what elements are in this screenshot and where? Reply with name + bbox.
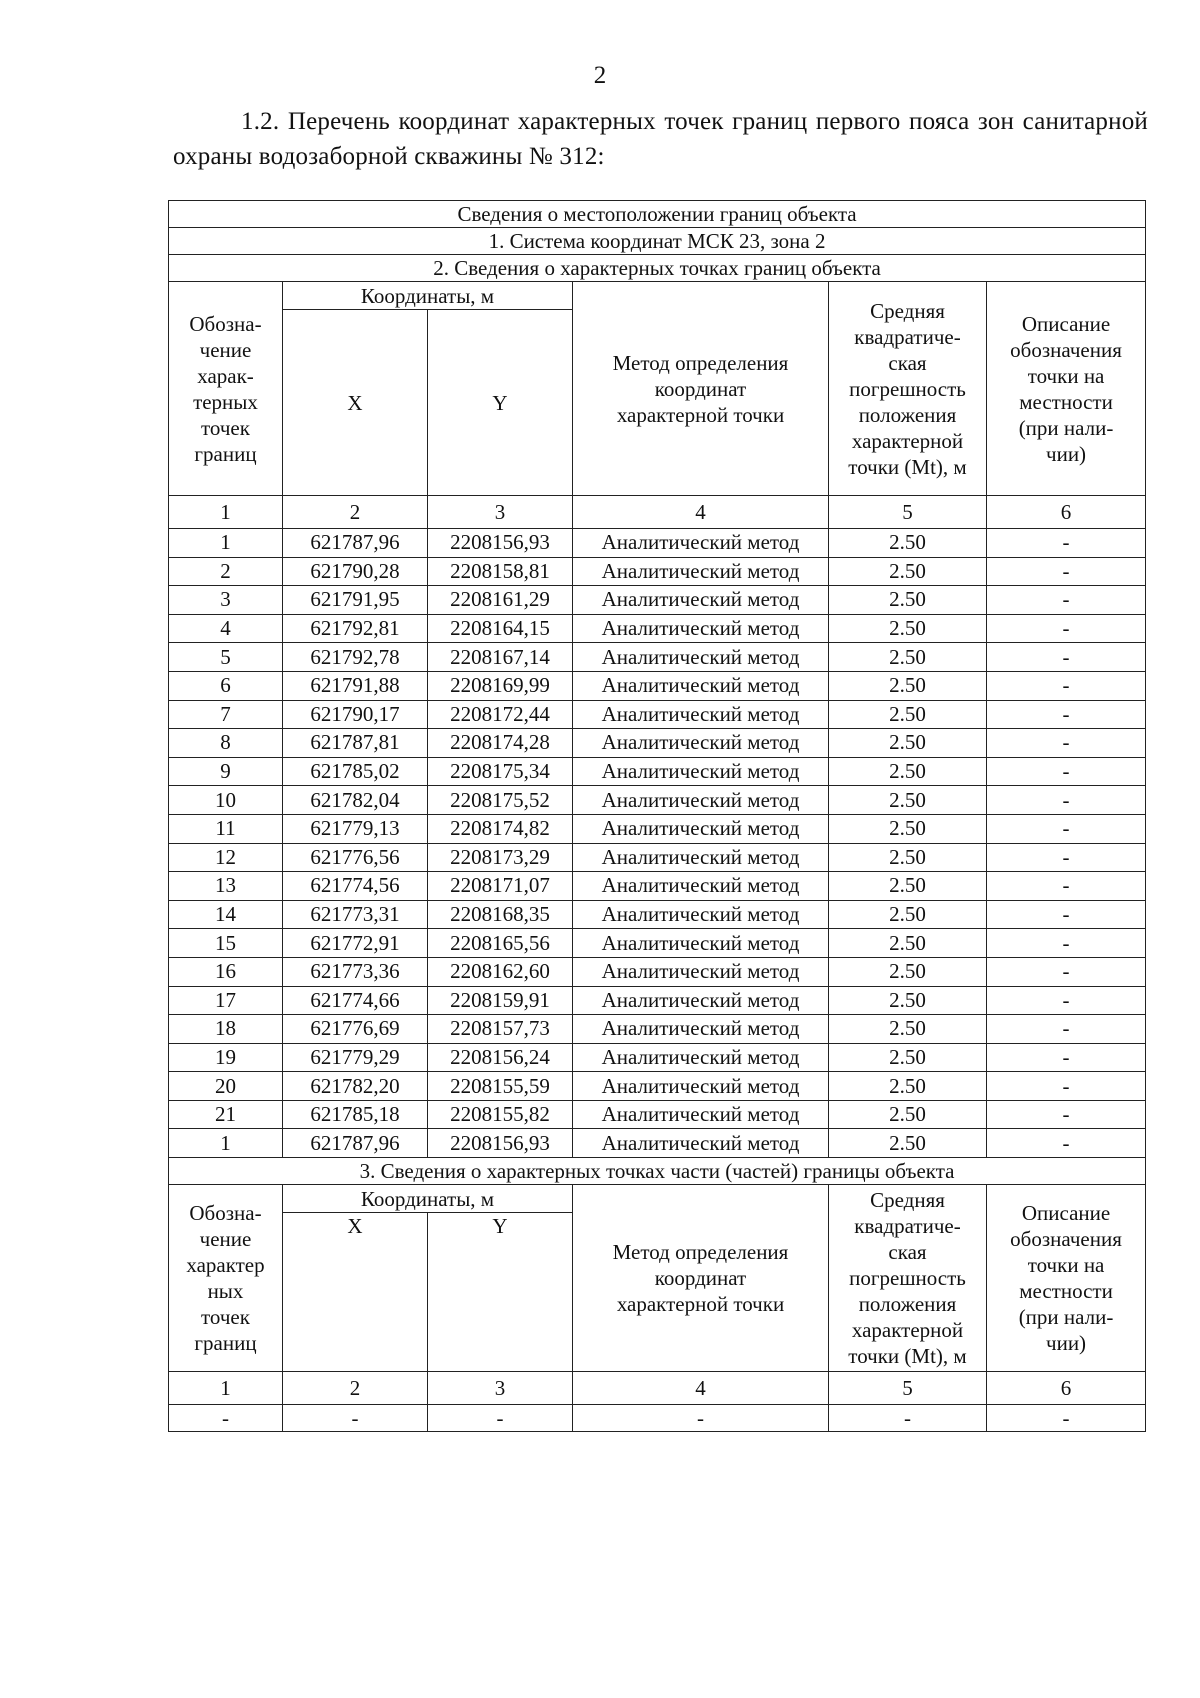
cell-method: - xyxy=(573,1404,829,1431)
table-row xyxy=(169,1404,1146,1431)
cell-y: 2208175,52 xyxy=(428,786,573,815)
cell-point: 12 xyxy=(169,843,283,872)
table-row xyxy=(169,671,1146,700)
cell-error: 2.50 xyxy=(829,557,987,586)
table-row xyxy=(169,529,1146,558)
cell-y: 2208161,29 xyxy=(428,586,573,615)
header2-coordinates: Координаты, м xyxy=(283,1185,573,1213)
section-boundary-points: 2. Сведения о характерных точках границ объекта xyxy=(169,255,1146,282)
cell-method: Аналитический метод xyxy=(573,757,829,786)
cell-y: 2208156,93 xyxy=(428,1129,573,1158)
cell-y: 2208165,56 xyxy=(428,929,573,958)
cell-description: - xyxy=(987,557,1146,586)
table-row xyxy=(169,814,1146,843)
cell-point: 20 xyxy=(169,1072,283,1101)
cell-description: - xyxy=(987,1015,1146,1044)
header2-mean-error: Средняя квадратиче- ская погрешность положения характерной точки (Mt), м xyxy=(829,1185,987,1372)
cell-y: 2208174,82 xyxy=(428,814,573,843)
column-number: 4 xyxy=(573,496,829,529)
document-heading: 1.2. Перечень координат характерных точек границ первого пояса зон санитарной охраны водозаборной скважины № 312: xyxy=(173,108,1148,170)
cell-x: 621791,95 xyxy=(283,586,428,615)
cell-y: 2208172,44 xyxy=(428,700,573,729)
cell-method: Аналитический метод xyxy=(573,1072,829,1101)
column-number: 1 xyxy=(169,1371,283,1404)
table-row xyxy=(169,986,1146,1015)
column-number: 6 xyxy=(987,1371,1146,1404)
cell-point: 16 xyxy=(169,957,283,986)
cell-error: 2.50 xyxy=(829,872,987,901)
table-row xyxy=(169,957,1146,986)
cell-point: 10 xyxy=(169,786,283,815)
column-number: 2 xyxy=(283,496,428,529)
cell-x: 621787,81 xyxy=(283,729,428,758)
cell-error: 2.50 xyxy=(829,757,987,786)
header-y: Y xyxy=(428,310,573,496)
cell-y: 2208171,07 xyxy=(428,872,573,901)
column-number: 6 xyxy=(987,496,1146,529)
cell-description: - xyxy=(987,900,1146,929)
cell-point: 14 xyxy=(169,900,283,929)
cell-method: Аналитический метод xyxy=(573,700,829,729)
cell-point: - xyxy=(169,1404,283,1431)
cell-description: - xyxy=(987,786,1146,815)
cell-x: 621774,56 xyxy=(283,872,428,901)
cell-point: 2 xyxy=(169,557,283,586)
cell-y: 2208156,93 xyxy=(428,529,573,558)
cell-x: 621790,28 xyxy=(283,557,428,586)
cell-error: 2.50 xyxy=(829,957,987,986)
cell-error: - xyxy=(829,1404,987,1431)
cell-description: - xyxy=(987,1072,1146,1101)
cell-y: 2208167,14 xyxy=(428,643,573,672)
header2-y-space xyxy=(428,1239,573,1371)
header-x: X xyxy=(283,310,428,496)
cell-x: 621787,96 xyxy=(283,1129,428,1158)
header-coordinates: Координаты, м xyxy=(283,282,573,310)
cell-x: 621785,02 xyxy=(283,757,428,786)
cell-method: Аналитический метод xyxy=(573,529,829,558)
cell-y: 2208159,91 xyxy=(428,986,573,1015)
coordinates-table xyxy=(168,200,1146,1432)
cell-method: Аналитический метод xyxy=(573,557,829,586)
cell-error: 2.50 xyxy=(829,1015,987,1044)
cell-error: 2.50 xyxy=(829,843,987,872)
cell-description: - xyxy=(987,872,1146,901)
cell-error: 2.50 xyxy=(829,529,987,558)
table-row xyxy=(169,1129,1146,1158)
table-row xyxy=(169,643,1146,672)
cell-x: 621782,20 xyxy=(283,1072,428,1101)
cell-method: Аналитический метод xyxy=(573,614,829,643)
cell-method: Аналитический метод xyxy=(573,671,829,700)
column-number: 1 xyxy=(169,496,283,529)
cell-description: - xyxy=(987,729,1146,758)
column-number: 2 xyxy=(283,1371,428,1404)
cell-method: Аналитический метод xyxy=(573,1043,829,1072)
table-row xyxy=(169,900,1146,929)
cell-x: 621776,56 xyxy=(283,843,428,872)
cell-error: 2.50 xyxy=(829,643,987,672)
cell-description: - xyxy=(987,843,1146,872)
cell-description: - xyxy=(987,1100,1146,1129)
header2-point-designation: Обозна- чение характер ных точек границ xyxy=(169,1185,283,1372)
cell-method: Аналитический метод xyxy=(573,957,829,986)
cell-x: - xyxy=(283,1404,428,1431)
cell-description: - xyxy=(987,529,1146,558)
cell-x: 621785,18 xyxy=(283,1100,428,1129)
header-description: Описание обозначения точки на местности (при нали- чии) xyxy=(987,282,1146,496)
cell-point: 1 xyxy=(169,1129,283,1158)
header2-method: Метод определения координат характерной точки xyxy=(573,1185,829,1372)
cell-y: 2208169,99 xyxy=(428,671,573,700)
column-number: 4 xyxy=(573,1371,829,1404)
cell-y: 2208158,81 xyxy=(428,557,573,586)
cell-x: 621779,13 xyxy=(283,814,428,843)
cell-y: 2208173,29 xyxy=(428,843,573,872)
cell-error: 2.50 xyxy=(829,814,987,843)
cell-method: Аналитический метод xyxy=(573,729,829,758)
cell-error: 2.50 xyxy=(829,1129,987,1158)
header2-x-space xyxy=(283,1239,428,1371)
table-row xyxy=(169,872,1146,901)
cell-error: 2.50 xyxy=(829,786,987,815)
cell-x: 621792,81 xyxy=(283,614,428,643)
header2-x: X xyxy=(283,1213,428,1240)
cell-description: - xyxy=(987,700,1146,729)
cell-point: 11 xyxy=(169,814,283,843)
header2-description: Описание обозначения точки на местности (при нали- чии) xyxy=(987,1185,1146,1372)
cell-x: 621791,88 xyxy=(283,671,428,700)
cell-point: 6 xyxy=(169,671,283,700)
table-row xyxy=(169,1043,1146,1072)
cell-x: 621776,69 xyxy=(283,1015,428,1044)
cell-error: 2.50 xyxy=(829,614,987,643)
cell-method: Аналитический метод xyxy=(573,1015,829,1044)
cell-description: - xyxy=(987,1129,1146,1158)
column-number: 5 xyxy=(829,1371,987,1404)
cell-y: 2208155,82 xyxy=(428,1100,573,1129)
cell-method: Аналитический метод xyxy=(573,814,829,843)
section-boundary-part-points: 3. Сведения о характерных точках части (частей) границы объекта xyxy=(169,1158,1146,1185)
table-row xyxy=(169,557,1146,586)
header2-y: Y xyxy=(428,1213,573,1240)
column-numbers-row xyxy=(169,1371,1146,1404)
section-coordinate-system: 1. Система координат МСК 23, зона 2 xyxy=(169,228,1146,255)
cell-description: - xyxy=(987,586,1146,615)
cell-point: 3 xyxy=(169,586,283,615)
table-row xyxy=(169,1015,1146,1044)
cell-y: 2208157,73 xyxy=(428,1015,573,1044)
cell-x: 621782,04 xyxy=(283,786,428,815)
table-row xyxy=(169,614,1146,643)
column-number: 3 xyxy=(428,1371,573,1404)
cell-y: 2208174,28 xyxy=(428,729,573,758)
cell-description: - xyxy=(987,814,1146,843)
cell-method: Аналитический метод xyxy=(573,986,829,1015)
cell-method: Аналитический метод xyxy=(573,872,829,901)
cell-point: 15 xyxy=(169,929,283,958)
header-point-designation: Обозна- чение харак- терных точек границ xyxy=(169,282,283,496)
cell-description: - xyxy=(987,929,1146,958)
cell-point: 8 xyxy=(169,729,283,758)
header-mean-error: Средняя квадратиче- ская погрешность положения характерной точки (Mt), м xyxy=(829,282,987,496)
cell-method: Аналитический метод xyxy=(573,643,829,672)
table-title: Сведения о местоположении границ объекта xyxy=(169,201,1146,228)
cell-y: 2208175,34 xyxy=(428,757,573,786)
cell-error: 2.50 xyxy=(829,729,987,758)
cell-method: Аналитический метод xyxy=(573,900,829,929)
cell-method: Аналитический метод xyxy=(573,1100,829,1129)
cell-description: - xyxy=(987,986,1146,1015)
cell-y: - xyxy=(428,1404,573,1431)
cell-description: - xyxy=(987,957,1146,986)
cell-x: 621790,17 xyxy=(283,700,428,729)
cell-method: Аналитический метод xyxy=(573,586,829,615)
cell-error: 2.50 xyxy=(829,671,987,700)
cell-error: 2.50 xyxy=(829,1100,987,1129)
cell-description: - xyxy=(987,643,1146,672)
cell-description: - xyxy=(987,757,1146,786)
cell-error: 2.50 xyxy=(829,900,987,929)
cell-y: 2208155,59 xyxy=(428,1072,573,1101)
cell-y: 2208156,24 xyxy=(428,1043,573,1072)
cell-x: 621772,91 xyxy=(283,929,428,958)
cell-y: 2208168,35 xyxy=(428,900,573,929)
cell-x: 621773,31 xyxy=(283,900,428,929)
cell-description: - xyxy=(987,671,1146,700)
table-row xyxy=(169,929,1146,958)
table-row xyxy=(169,1100,1146,1129)
cell-description: - xyxy=(987,1043,1146,1072)
cell-error: 2.50 xyxy=(829,1043,987,1072)
cell-point: 19 xyxy=(169,1043,283,1072)
column-number: 5 xyxy=(829,496,987,529)
cell-y: 2208164,15 xyxy=(428,614,573,643)
column-number: 3 xyxy=(428,496,573,529)
cell-point: 7 xyxy=(169,700,283,729)
cell-method: Аналитический метод xyxy=(573,929,829,958)
cell-error: 2.50 xyxy=(829,1072,987,1101)
cell-point: 21 xyxy=(169,1100,283,1129)
cell-error: 2.50 xyxy=(829,700,987,729)
table-row xyxy=(169,843,1146,872)
cell-method: Аналитический метод xyxy=(573,786,829,815)
cell-method: Аналитический метод xyxy=(573,1129,829,1158)
table-row xyxy=(169,786,1146,815)
cell-error: 2.50 xyxy=(829,586,987,615)
table-row xyxy=(169,729,1146,758)
cell-error: 2.50 xyxy=(829,986,987,1015)
cell-x: 621787,96 xyxy=(283,529,428,558)
cell-y: 2208162,60 xyxy=(428,957,573,986)
cell-point: 9 xyxy=(169,757,283,786)
cell-method: Аналитический метод xyxy=(573,843,829,872)
cell-description: - xyxy=(987,614,1146,643)
cell-point: 4 xyxy=(169,614,283,643)
cell-description: - xyxy=(987,1404,1146,1431)
cell-x: 621774,66 xyxy=(283,986,428,1015)
table-row xyxy=(169,586,1146,615)
cell-point: 17 xyxy=(169,986,283,1015)
cell-point: 1 xyxy=(169,529,283,558)
cell-point: 13 xyxy=(169,872,283,901)
cell-x: 621779,29 xyxy=(283,1043,428,1072)
header-method: Метод определения координат характерной точки xyxy=(573,282,829,496)
cell-x: 621773,36 xyxy=(283,957,428,986)
cell-point: 18 xyxy=(169,1015,283,1044)
cell-error: 2.50 xyxy=(829,929,987,958)
cell-point: 5 xyxy=(169,643,283,672)
table-row xyxy=(169,757,1146,786)
cell-x: 621792,78 xyxy=(283,643,428,672)
column-numbers-row xyxy=(169,496,1146,529)
page-number: 2 xyxy=(593,62,607,89)
table-row xyxy=(169,1072,1146,1101)
table-row xyxy=(169,700,1146,729)
